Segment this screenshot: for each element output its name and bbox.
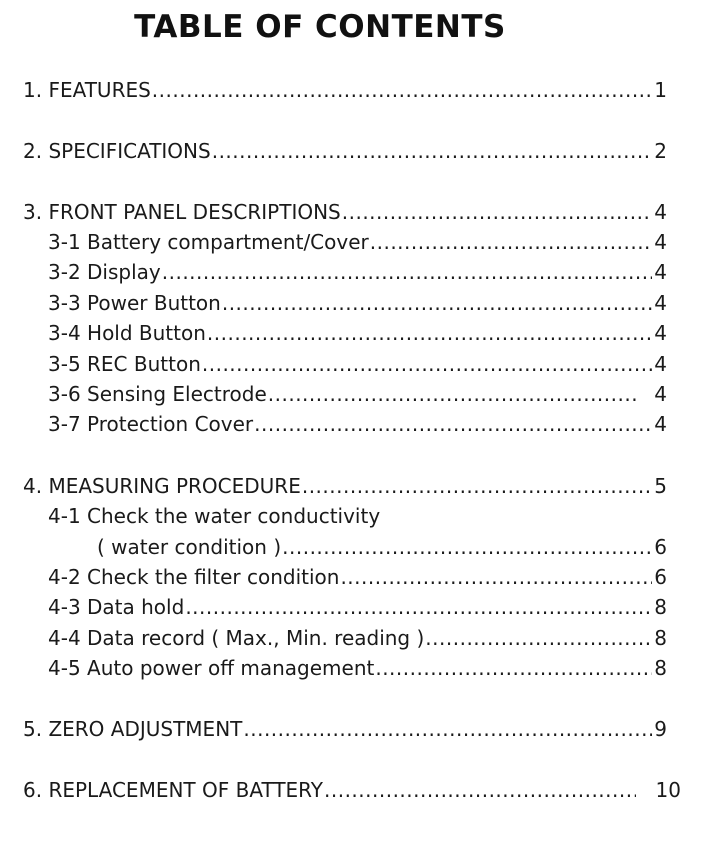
- dot-leader: [202, 351, 652, 377]
- toc-entry-label: 4-2 Check the filter condition: [48, 565, 340, 589]
- toc-entry-label: 4-4 Data record ( Max., Min. reading ): [48, 626, 425, 650]
- dot-leader: [212, 138, 653, 164]
- toc-entry-label: 3. FRONT PANEL DESCRIPTIONS: [23, 200, 341, 224]
- toc-page-number: 8: [654, 626, 667, 650]
- toc-entry-measuring-procedure[interactable]: [23, 473, 667, 499]
- dot-leader: [254, 411, 652, 437]
- toc-page-number: 4: [654, 321, 667, 345]
- toc-entry-4-5[interactable]: [48, 655, 667, 681]
- dot-leader: [324, 777, 636, 803]
- toc-entry-label: ( water condition ): [97, 535, 282, 559]
- toc-page-number: 1: [654, 78, 667, 102]
- dot-leader: [342, 199, 653, 225]
- dot-leader: [162, 259, 653, 285]
- toc-page-number: 6: [654, 565, 667, 589]
- dot-leader: [282, 534, 652, 560]
- toc-page-number: 10: [655, 778, 681, 802]
- toc-entry-label: 3-1 Battery compartment/Cover: [48, 230, 369, 254]
- toc-entry-label: 6. REPLACEMENT OF BATTERY: [23, 778, 323, 802]
- toc-entry-label: 2. SPECIFICATIONS: [23, 139, 211, 163]
- toc-entry-3-7[interactable]: [48, 411, 667, 437]
- toc-entry-3-5[interactable]: [48, 351, 667, 377]
- dot-leader: [185, 594, 652, 620]
- toc-entry-4-2[interactable]: [48, 564, 667, 590]
- toc-page-number: 4: [654, 260, 667, 284]
- toc-page-number: 8: [654, 656, 667, 680]
- toc-entry-3-1[interactable]: [48, 229, 667, 255]
- dot-leader: [340, 564, 652, 590]
- toc-entry-label: 1. FEATURES: [23, 78, 151, 102]
- toc-entry-front-panel[interactable]: [23, 199, 667, 225]
- dot-leader: [207, 320, 652, 346]
- dot-leader: [425, 625, 652, 651]
- toc-entry-label: 4-1 Check the water conductivity: [48, 504, 381, 528]
- toc-entry-3-4[interactable]: [48, 320, 667, 346]
- toc-entry-label: 4-3 Data hold: [48, 595, 185, 619]
- toc-page-number: 4: [654, 382, 667, 406]
- toc-entry-4-4[interactable]: [48, 625, 667, 651]
- dot-leader: [375, 655, 652, 681]
- toc-entry-label: 5. ZERO ADJUSTMENT: [23, 717, 243, 741]
- toc-entry-label: 3-6 Sensing Electrode: [48, 382, 267, 406]
- toc-page-number: 4: [654, 200, 667, 224]
- toc-entry-label: 4. MEASURING PROCEDURE: [23, 474, 301, 498]
- toc-entry-4-1-continued[interactable]: [97, 534, 667, 560]
- toc-entry-specifications[interactable]: [23, 138, 667, 164]
- dot-leader: [302, 473, 652, 499]
- toc-entry-label: 3-7 Protection Cover: [48, 412, 254, 436]
- toc-entry-features[interactable]: [23, 77, 667, 103]
- toc-entry-label: 3-3 Power Button: [48, 291, 221, 315]
- toc-page-number: 4: [654, 352, 667, 376]
- toc-title: TABLE OF CONTENTS: [134, 9, 506, 45]
- dot-leader: [222, 290, 652, 316]
- toc-entry-label: 3-5 REC Button: [48, 352, 201, 376]
- toc-entry-label: 3-2 Display: [48, 260, 161, 284]
- toc-entry-3-3[interactable]: [48, 290, 667, 316]
- toc-entry-zero-adjustment[interactable]: [23, 716, 667, 742]
- toc-entry-label: 3-4 Hold Button: [48, 321, 206, 345]
- toc-entry-label: 4-5 Auto power off management: [48, 656, 375, 680]
- toc-entry-4-3[interactable]: [48, 594, 667, 620]
- toc-page-number: 5: [654, 474, 667, 498]
- dot-leader: [268, 381, 639, 407]
- toc-entry-3-6[interactable]: [48, 381, 667, 407]
- toc-page-number: 6: [654, 535, 667, 559]
- toc-entry-4-1[interactable]: [48, 503, 667, 529]
- toc-page-number: 9: [654, 717, 667, 741]
- toc-page-number: 4: [654, 291, 667, 315]
- toc-page-number: 2: [654, 139, 667, 163]
- dot-leader: [243, 716, 652, 742]
- dot-leader: [370, 229, 653, 255]
- dot-leader: [152, 77, 652, 103]
- toc-entry-3-2[interactable]: [48, 259, 667, 285]
- toc-entry-replacement-of-battery[interactable]: [23, 777, 681, 803]
- toc-page-number: 8: [654, 595, 667, 619]
- toc-page-number: 4: [654, 412, 667, 436]
- toc-page-number: 4: [654, 230, 667, 254]
